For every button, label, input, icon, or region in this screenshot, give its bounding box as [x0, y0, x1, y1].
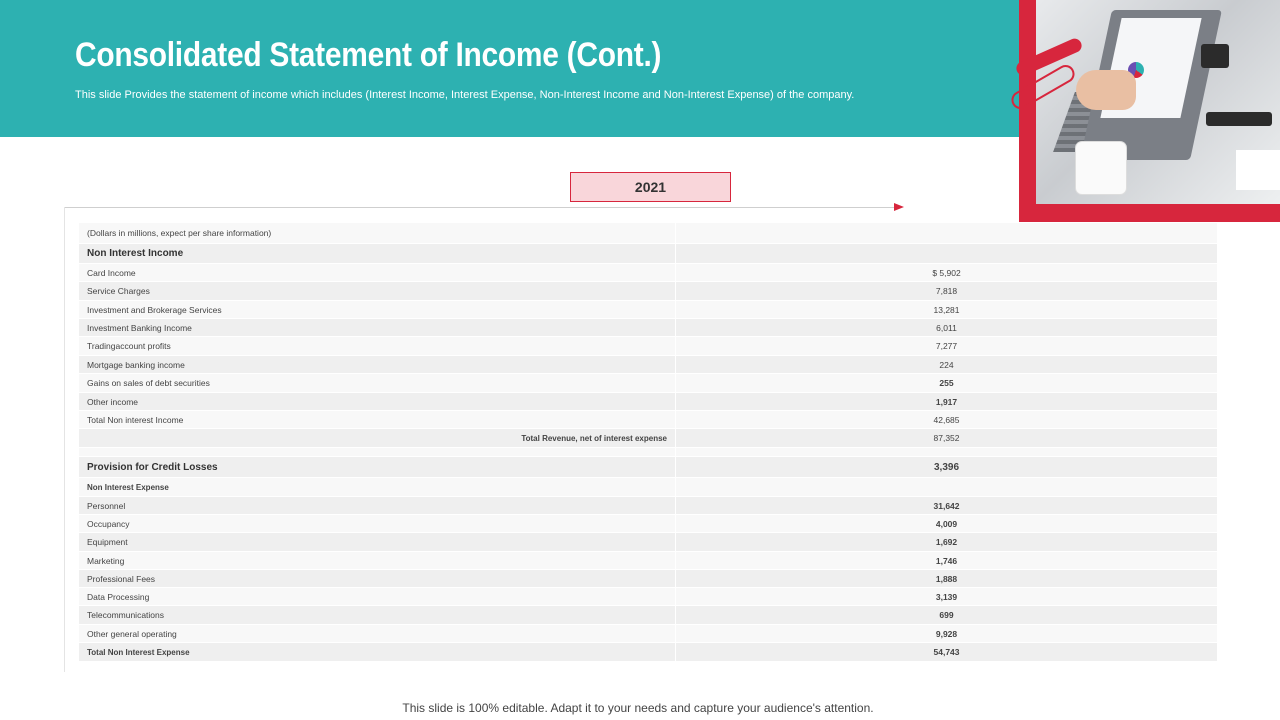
divider [64, 207, 65, 672]
row-label: Non Interest Expense [79, 478, 676, 496]
phone-shape [1206, 112, 1272, 126]
row-label: Data Processing [79, 588, 676, 605]
row-label: Mortgage banking income [79, 356, 676, 373]
row-value: 1,746 [935, 555, 958, 566]
row-value: 54,743 [933, 647, 960, 657]
row-label: Other general operating [79, 625, 676, 642]
row-label: Card Income [79, 264, 676, 281]
row-value: 7,277 [935, 341, 958, 351]
row-value: 4,009 [935, 518, 958, 529]
income-table [79, 223, 1217, 662]
row-label: Investment Banking Income [79, 319, 676, 336]
page-subtitle: This slide Provides the statement of income which includes (Interest Income, Interest Expense, Non-Interest Income and Non-Interest Expense) of the company. [75, 89, 855, 101]
table-row [79, 374, 1217, 393]
row-value: 87,352 [933, 433, 960, 443]
row-value: 6,011 [936, 322, 957, 333]
row-value: 1,917 [935, 396, 958, 407]
row-label: Investment and Brokerage Services [79, 301, 676, 318]
row-value [676, 244, 1217, 263]
row-value: 42,685 [933, 414, 960, 425]
red-arrow-icon [894, 203, 904, 211]
table-row [79, 319, 1217, 337]
cup-shape [1076, 142, 1126, 194]
row-label: Total Revenue, net of interest expense [79, 429, 676, 447]
table-row [79, 497, 1217, 515]
phone-shape [1201, 44, 1229, 68]
table-row [79, 643, 1217, 662]
row-value: $ 5,902 [932, 267, 961, 278]
table-row [79, 282, 1217, 301]
table-row [79, 301, 1217, 319]
table-row [79, 570, 1217, 588]
row-label: Total Non interest Income [79, 411, 676, 428]
row-value: 1,692 [935, 537, 958, 547]
table-row [79, 223, 1217, 244]
row-label: Gains on sales of debt securities [79, 374, 676, 392]
row-value: 13,281 [933, 304, 960, 315]
table-row [79, 411, 1217, 429]
table-row [79, 337, 1217, 356]
row-label: Total Non Interest Expense [79, 643, 676, 661]
table-row [79, 457, 1217, 478]
table-row [79, 393, 1217, 411]
row-label: Telecommunications [79, 606, 676, 624]
row-label: Personnel [79, 497, 676, 514]
row-label [79, 448, 676, 456]
row-label: Professional Fees [79, 570, 676, 587]
row-label: Equipment [79, 533, 676, 551]
table-row [79, 478, 1217, 497]
year-column-header: 2021 [570, 172, 731, 202]
table-row [79, 429, 1217, 448]
row-value [676, 478, 1217, 496]
table-row [79, 533, 1217, 552]
row-label: Marketing [79, 552, 676, 569]
row-label: Provision for Credit Losses [79, 457, 676, 477]
row-label: (Dollars in millions, expect per share information) [79, 223, 676, 243]
row-label: Occupancy [79, 515, 676, 532]
footer-note: This slide is 100% editable. Adapt it to your needs and capture your audience's attention. [402, 701, 874, 715]
office-photo [1036, 0, 1280, 204]
divider [64, 207, 900, 208]
table-row [79, 588, 1217, 606]
table-row [79, 606, 1217, 625]
row-label: Non Interest Income [79, 244, 676, 263]
page-title: Consolidated Statement of Income (Cont.) [75, 36, 662, 74]
row-value: 9,928 [935, 628, 958, 639]
row-value: 3,396 [933, 461, 960, 473]
table-row [79, 625, 1217, 643]
row-value: 255 [939, 378, 954, 388]
table-row [79, 552, 1217, 570]
row-value: 31,642 [933, 500, 960, 511]
row-label: Tradingaccount profits [79, 337, 676, 355]
row-value: 224 [939, 359, 954, 370]
row-label: Other income [79, 393, 676, 410]
row-value: 7,818 [935, 286, 958, 296]
table-row [79, 244, 1217, 264]
row-value: 3,139 [935, 591, 958, 602]
row-value: 1,888 [935, 573, 958, 584]
table-row [79, 264, 1217, 282]
table-row [79, 515, 1217, 533]
table-row [79, 448, 1217, 457]
table-row [79, 356, 1217, 374]
paper-shape [1236, 150, 1280, 190]
hand-shape [1076, 70, 1136, 110]
row-value: 699 [939, 610, 954, 620]
row-value [676, 448, 1217, 456]
row-value [676, 223, 1217, 243]
row-label: Service Charges [79, 282, 676, 300]
